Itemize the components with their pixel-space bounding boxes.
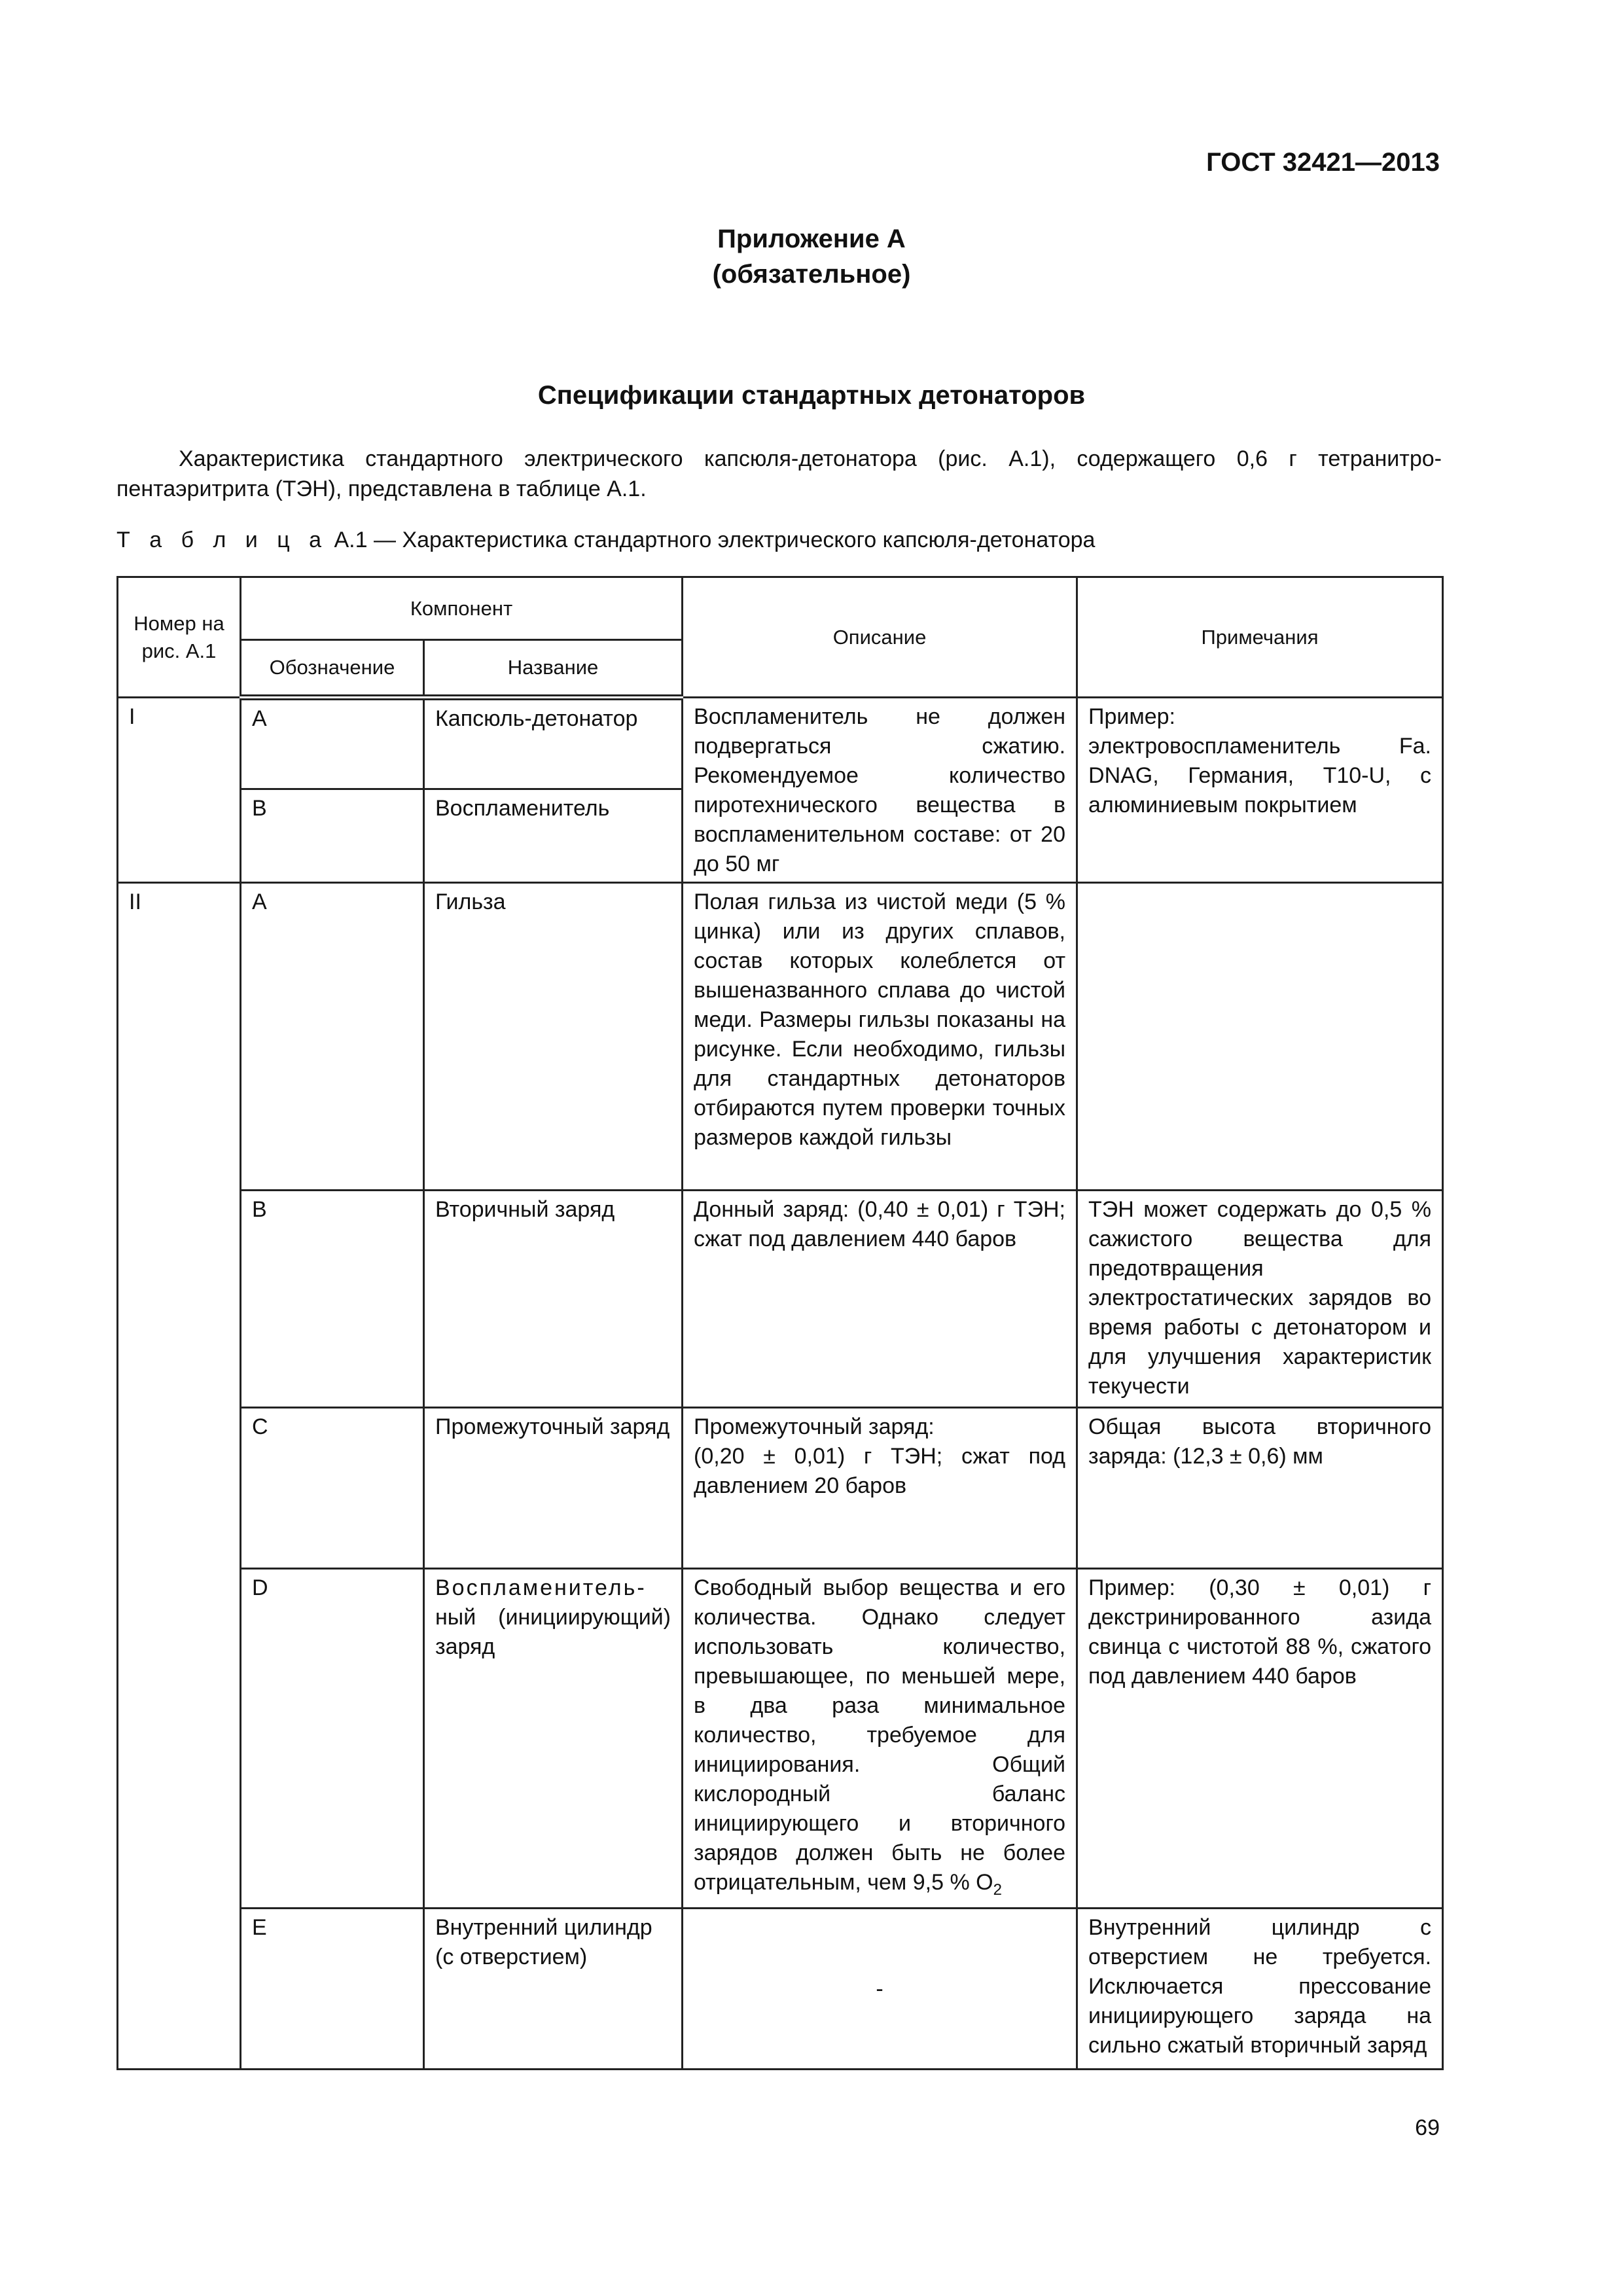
designation-cell: B — [241, 1191, 424, 1408]
notes-cell: Общая высота вторичного заряда: (12,3 ± 0,6) мм — [1077, 1408, 1443, 1569]
designation-cell: A — [241, 883, 424, 1191]
fig-cell: I — [118, 698, 241, 883]
description-line: (0,20 ± 0,01) г ТЭН; сжат под давлением 20 баров — [694, 1444, 1066, 1498]
description-cell — [683, 1569, 1077, 1909]
table-caption-prefix: Т а б л и ц а — [116, 528, 329, 552]
name-cell — [424, 1569, 683, 1909]
intro-text: Характеристика стандартного электрического капсюля-детонатора (рис. А.1), содержащего 0,6 г тетранитро-пентаэритрита (ТЭН), представлена в таблице А.1. — [116, 446, 1442, 501]
name-part: ный (инициирующий) заряд — [435, 1605, 671, 1659]
intro-paragraph — [116, 444, 1442, 504]
name-cell: Внутренний цилиндр (с отверстием) — [424, 1908, 683, 2069]
description-cell: Воспламенитель не должен подвергаться сжатию. Рекомендуемое количество пиротехнического вещества в воспламенительном составе: от 20 до 50 мг — [683, 698, 1077, 883]
name-part: Воспламенитель- — [435, 1575, 647, 1600]
table-row — [118, 1569, 1443, 1909]
name-cell: Гильза — [424, 883, 683, 1191]
name-cell: Капсюль-детонатор — [424, 698, 683, 789]
name-cell: Промежуточный заряд — [424, 1408, 683, 1569]
table-row — [118, 698, 1443, 789]
description-cell: Донный заряд: (0,40 ± 0,01) г ТЭН; сжат под давлением 440 баров — [683, 1191, 1077, 1408]
name-cell: Вторичный заряд — [424, 1191, 683, 1408]
table-caption-text: — Характеристика стандартного электрического капсюля-детонатора — [374, 528, 1096, 552]
name-cell: Воспламенитель — [424, 789, 683, 883]
section-title: Спецификации стандартных детонаторов — [537, 381, 1086, 410]
header-designation: Обозначение — [241, 640, 424, 698]
header-description: Описание — [683, 577, 1077, 698]
notes-cell — [1077, 883, 1443, 1191]
designation-cell: B — [241, 789, 424, 883]
description-cell — [683, 1408, 1077, 1569]
spec-table — [116, 576, 1444, 2070]
fig-cell: II — [118, 883, 241, 2070]
designation-cell: D — [241, 1569, 424, 1909]
designation-cell: E — [241, 1908, 424, 2069]
description-line: Промежуточный заряд: — [694, 1414, 935, 1439]
appendix-subtitle: (обязательное) — [712, 260, 911, 289]
description-cell: Полая гильза из чистой меди (5 % цинка) или из других сплавов, состав которых колеблется от вышеназванного сплава до чистой меди. Размеры гильзы показаны на рисунке. Если необходимо, гильзы для стандартных детонаторов отбираются путем проверки точных размеров каждой гильзы — [683, 883, 1077, 1191]
table-caption — [116, 528, 1095, 553]
notes-cell: Пример: (0,30 ± 0,01) г декстринированного азида свинца с чистотой 88 %, сжатого под давлением 440 баров — [1077, 1569, 1443, 1909]
designation-cell: A — [241, 698, 424, 789]
notes-cell: Внутренний цилиндр с отверстием не требуется. Исключается прессование инициирующего заряда на сильно сжатый вторичный заряд — [1077, 1908, 1443, 2069]
appendix-title: Приложение А — [717, 224, 906, 253]
appendix-heading — [0, 221, 1623, 292]
table-row — [118, 1408, 1443, 1569]
table-caption-number: А.1 — [334, 528, 368, 552]
header-notes: Примечания — [1077, 577, 1443, 698]
header-name: Название — [424, 640, 683, 698]
notes-cell: ТЭН может содержать до 0,5 % сажистого вещества для предотвращения электростатических зарядов во время работы с детонатором и для улучшения характеристик текучести — [1077, 1191, 1443, 1408]
subscript: 2 — [993, 1880, 1002, 1899]
description-cell: - — [683, 1908, 1077, 2069]
standard-code: ГОСТ 32421—2013 — [1206, 148, 1440, 177]
table-row — [118, 883, 1443, 1191]
header-component: Компонент — [241, 577, 683, 640]
notes-cell: Пример: электровоспламенитель Fa. DNAG, Германия, T10-U, с алюминиевым покрытием — [1077, 698, 1443, 883]
page-number: 69 — [1415, 2115, 1440, 2140]
designation-cell: C — [241, 1408, 424, 1569]
header-fig-number: Номер на рис. А.1 — [118, 577, 241, 698]
table-row — [118, 1908, 1443, 2069]
description-text: Свободный выбор вещества и его количества. Однако следует использовать количество, превышающее, по меньшей мере, в два раза минимальное количество, требуемое для инициирования. Общий кислородный баланс инициирующего и вторичного зарядов должен быть не более отрицательным, чем 9,5 % O — [694, 1575, 1066, 1895]
table-row — [118, 1191, 1443, 1408]
